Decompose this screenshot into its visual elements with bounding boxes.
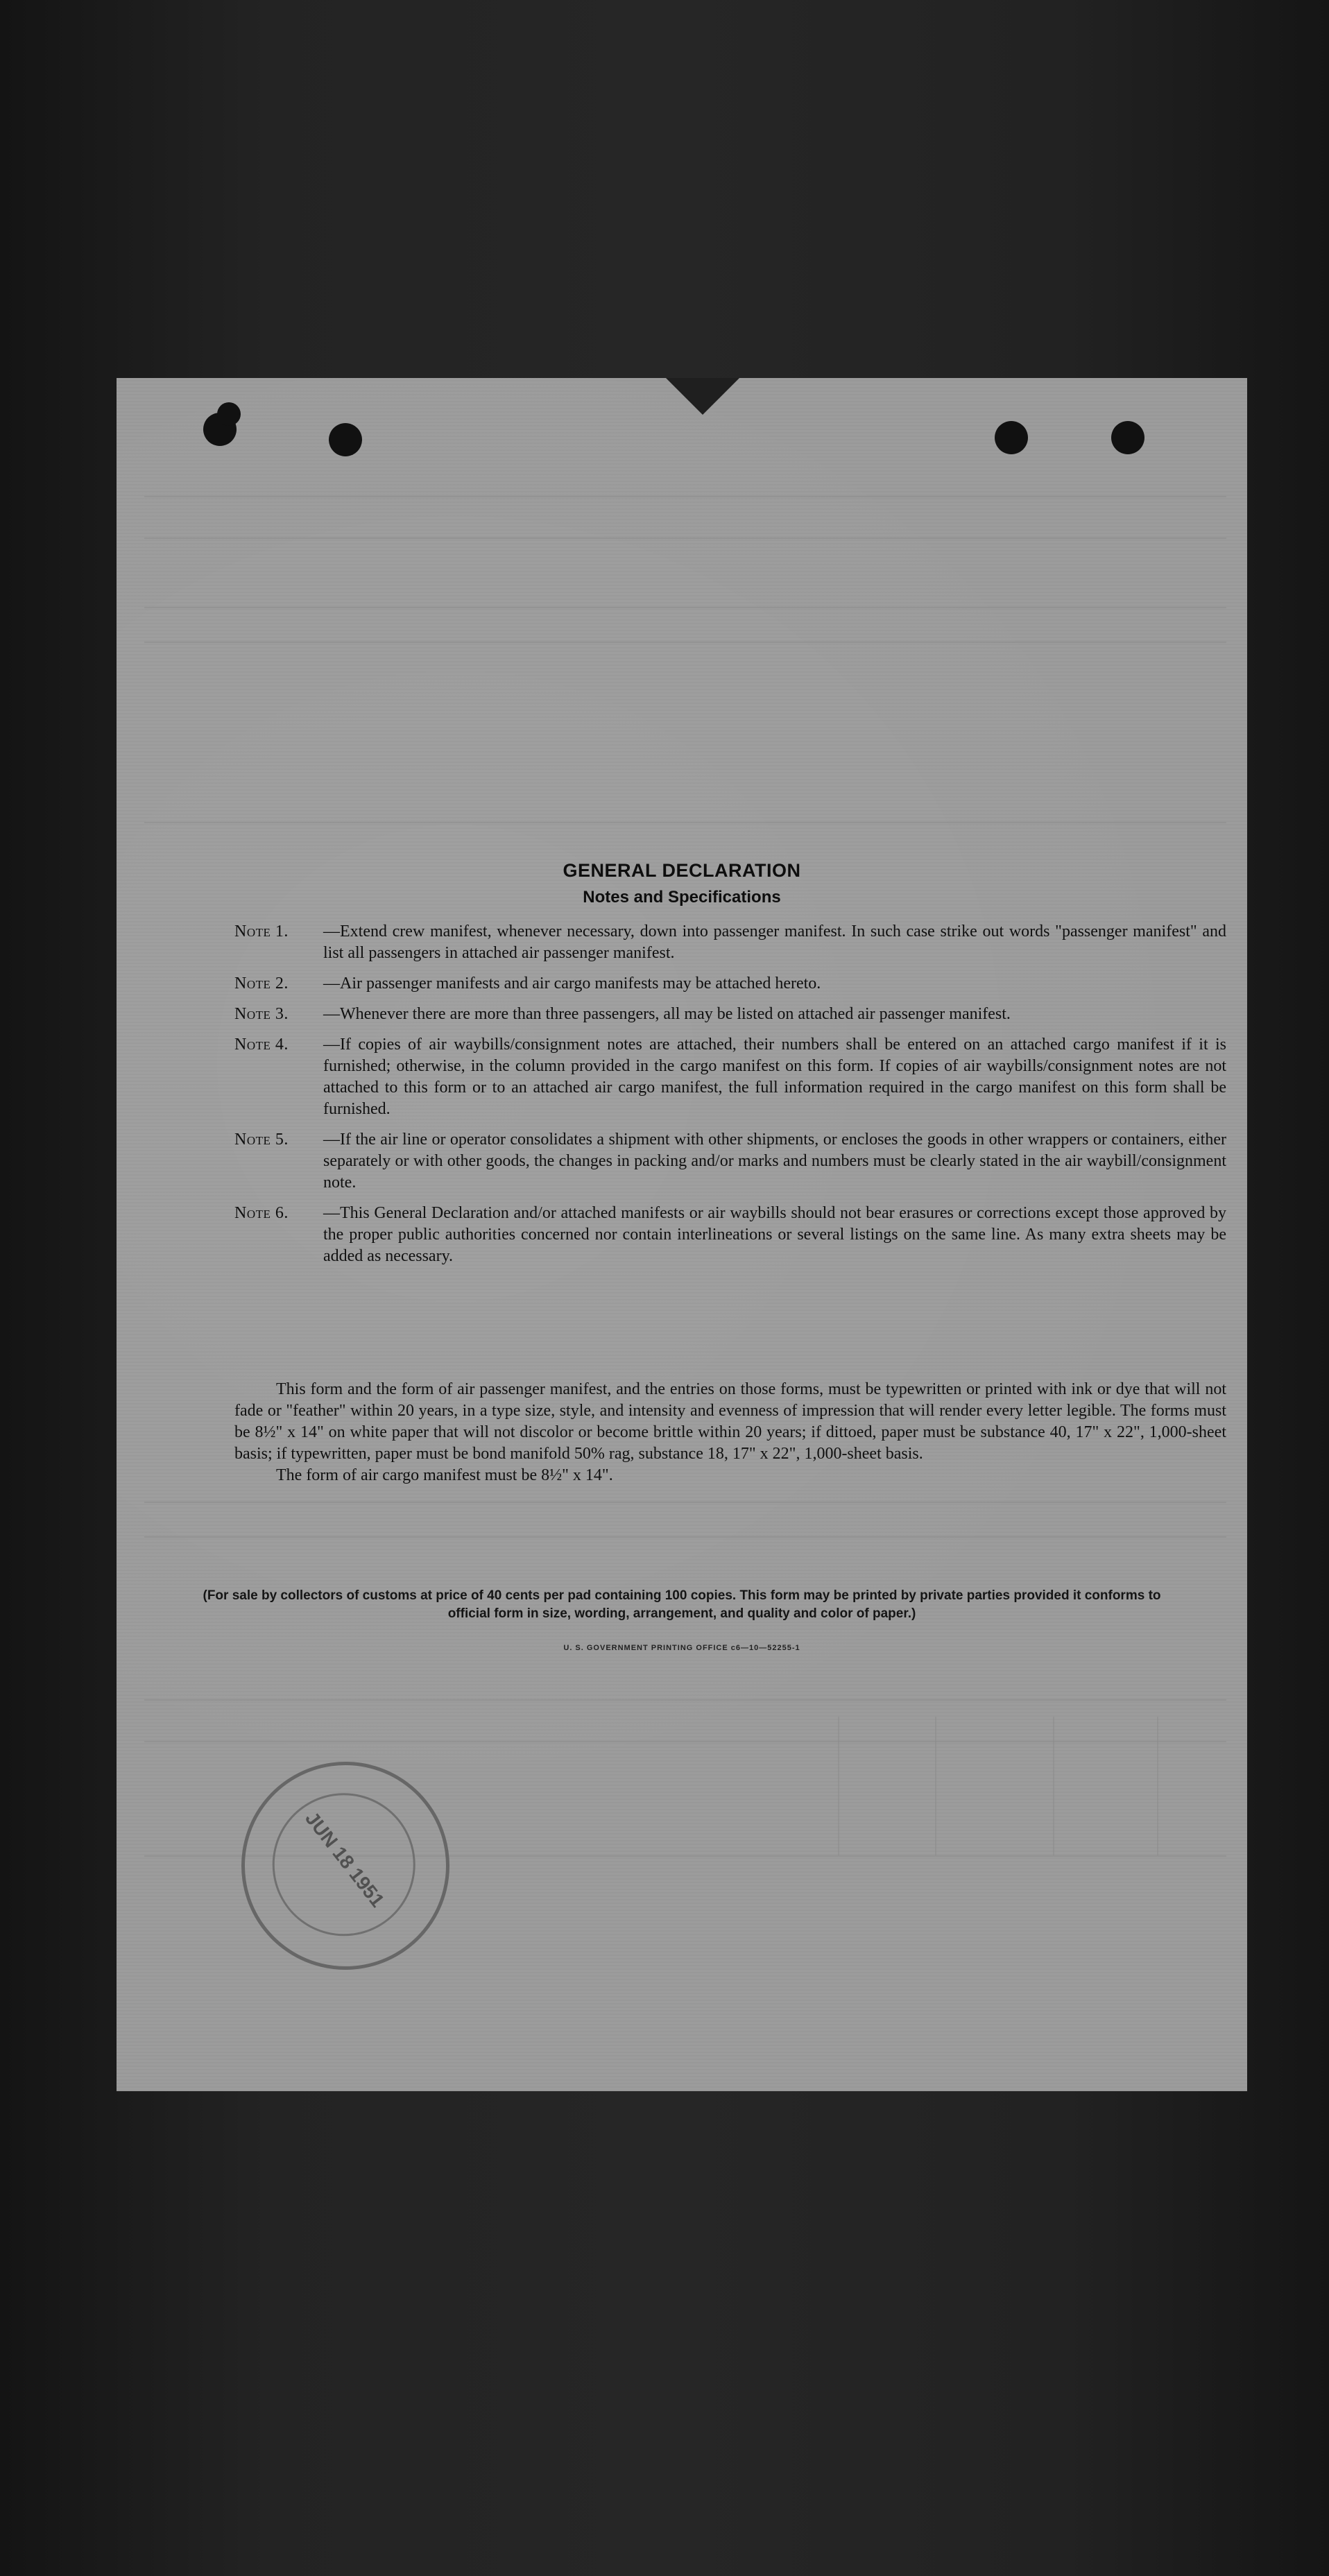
- specification-text: This form and the form of air passenger manifest, and the entries on those forms, must be typewritten or printed with ink or dye that will not fade or "feather" within 20 years, in a type size, style, and intensity and evenness of impression that will render every letter legible. The forms must be 8½" x 14" on white paper that will not discolor or become brittle within 20 years; if dittoed, paper must be substance 40, 17" x 22", 1,000-sheet basis; if typewritten, paper must be bond manifold 50% rag, substance 18, 17" x 22", 1,000-sheet basis.: [234, 1380, 1226, 1463]
- specification-paragraph: [234, 1379, 1226, 1486]
- bleed-line: [144, 1502, 1226, 1503]
- punch-hole-left-2: [329, 423, 362, 456]
- punch-hole-right-1: [995, 421, 1028, 454]
- note-item: [234, 1129, 1226, 1194]
- punch-hole-right-2: [1111, 421, 1144, 454]
- bleed-line: [144, 822, 1226, 823]
- note-item: [234, 1004, 1226, 1025]
- note-text: —Air passenger manifests and air cargo manifests may be attached hereto.: [323, 974, 821, 993]
- bleed-line: [144, 642, 1226, 643]
- note-text: —If copies of air waybills/consignment notes are attached, their numbers shall be entered on an attached cargo manifest if it is furnished; otherwise, in the column provided in the cargo manifest on this form. If copies of air waybills/consignment notes are not attached to this form or to an attached air cargo manifest, the full information required in the cargo manifest on this form shall be furnished.: [323, 1036, 1226, 1118]
- bleed-vline: [838, 1717, 839, 1855]
- document-page: [117, 378, 1247, 2091]
- bleed-vline: [1053, 1717, 1054, 1855]
- stamp-date: JUN 18 1951: [301, 1808, 389, 1912]
- sale-notice: (For sale by collectors of customs at price of 40 cents per pad containing 100 copies. This form may be printed by private parties provided it conforms to official form in size, wording, arrangement, and quality and color of paper.): [203, 1588, 1161, 1621]
- note-label: Note 2.: [234, 974, 289, 993]
- note-label: Note 4.: [234, 1036, 289, 1054]
- note-text: —This General Declaration and/or attached manifests or air waybills should not bear erasures or corrections except those approved by the proper public authorities concerned nor contain interlineations or several listings on the same line. As many extra sheets may be added as necessary.: [323, 1204, 1226, 1265]
- bleed-line: [144, 496, 1226, 497]
- bleed-line: [144, 607, 1226, 608]
- note-text: —Extend crew manifest, whenever necessary, down into passenger manifest. In such case strike out words "passenger manifest" and list all passengers in attached air passenger manifest.: [323, 922, 1226, 962]
- page-title: GENERAL DECLARATION: [563, 860, 801, 881]
- torn-notch: [664, 378, 741, 415]
- page-subtitle: Notes and Specifications: [583, 888, 781, 907]
- cargo-form-size-text: The form of air cargo manifest must be 8½" x 14".: [276, 1466, 613, 1484]
- note-text: —If the air line or operator consolidates a shipment with other shipments, or encloses the goods in other wrappers or containers, either separately or with other goods, the changes in packing and/or marks and numbers must be clearly stated in the air waybill/consignment note.: [323, 1131, 1226, 1192]
- punch-hole-left-1b: [217, 402, 241, 426]
- note-text: —Whenever there are more than three passengers, all may be listed on attached air passenger manifest.: [323, 1005, 1011, 1023]
- note-label: Note 3.: [234, 1005, 289, 1023]
- note-item: [234, 1034, 1226, 1120]
- bleed-vline: [1157, 1717, 1158, 1855]
- bleed-line: [144, 1699, 1226, 1701]
- printer-imprint: U. S. GOVERNMENT PRINTING OFFICE c6—10—52255-1: [563, 1644, 800, 1652]
- received-date-stamp: [228, 1749, 463, 1984]
- bleed-line: [144, 1536, 1226, 1538]
- note-label: Note 5.: [234, 1131, 289, 1149]
- notes-list: [234, 921, 1226, 1276]
- note-label: Note 6.: [234, 1204, 289, 1222]
- bleed-line: [144, 1741, 1226, 1742]
- note-item: [234, 1203, 1226, 1267]
- bleed-vline: [935, 1717, 936, 1855]
- note-label: Note 1.: [234, 922, 289, 941]
- note-item: [234, 973, 1226, 995]
- bleed-line: [144, 538, 1226, 539]
- note-item: [234, 921, 1226, 964]
